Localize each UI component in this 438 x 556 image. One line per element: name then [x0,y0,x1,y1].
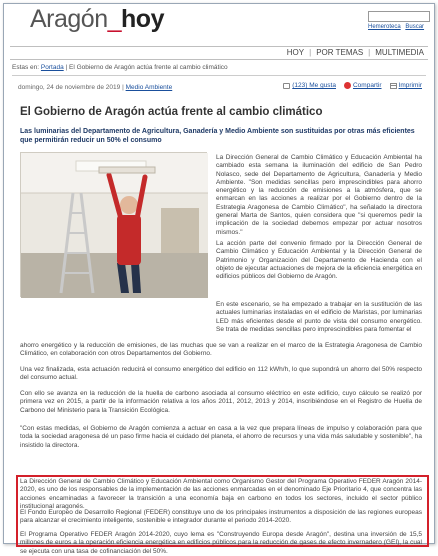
article-tools [283,82,422,89]
paragraph-8: El Fondo Europeo de Desarrollo Regional (FEDER) constituye uno de los principales instrumentos a disposición de las regiones europeas para alcanzar el crecimiento inteligente, sostenible e integrador durante el periodo 2014-2020. [20,509,422,525]
article-photo [20,152,207,297]
breadcrumb-home[interactable]: Portada [40,64,64,71]
nav-hoy[interactable]: HOY [286,48,305,57]
breadcrumb-prefix: Estas en: [12,64,40,71]
category-link[interactable]: Medio Ambiente [125,84,173,91]
divider [12,75,426,76]
logo-underscore: _ [107,5,122,33]
print-button[interactable]: Imprimir [390,82,422,89]
thumbs-up-icon [283,83,290,89]
site-header [4,4,434,46]
paragraph-4: Una vez finalizada, esta actuación reducirá el consumo energético del edificio en 112 kWh/h, lo que supondrá un ahorro del 50% respecto del consumo actual. [20,366,422,382]
logo-text-aragon: Aragón [30,5,108,33]
paragraph-3-cont: ahorro energético y la reducción de emisiones, de las muchas que se van a realizar en el marco de la Estrategia Aragonesa de Cambio Climático, en colaboración con otros Departamentos del Gobierno. [20,342,422,358]
paragraph-1: La Dirección General de Cambio Climático y Educación Ambiental ha cambiado esta semana la iluminación del edificio de San Pedro Nolasco, sede del Departamento de Agricultura, Ganadería y Medio Ambiente. "Son medidas sencillas pero imprescindibles para ahorro energético y la reducción de emisiones a la atmósfera, que se enmarcan en las acciones a realizar por el Gobierno dentro de la Estrategia Aragonesa de Cambio Climático", ha señalado la directora general Marta de Santos, quien considera que "si queremos pedir la implicación de la sociedad debemos empezar por actuar nosotros mismos." [216,154,422,236]
paragraph-2: La acción parte del convenio firmado por la Dirección General de Cambio Climático y Educación Ambiental y la Dirección General de Patrimonio y Organización del Departamento de Hacienda con el objeto de ejecutar actuaciones de mejora de la eficiencia energética en edificios públicos del Gobierno de Aragón. [216,240,422,281]
article-title: El Gobierno de Aragón actúa frente al cambio climático [20,106,323,118]
page-frame [3,3,435,555]
article-meta [12,82,426,96]
header-links [368,24,427,30]
highlight-box [16,475,429,547]
link-buscar[interactable]: Buscar [405,24,425,30]
print-icon [390,83,397,89]
article-date: domingo, 24 de noviembre de 2019 [18,84,121,91]
like-button[interactable]: (123) Me gusta [283,82,336,89]
nav-por-temas[interactable]: POR TEMAS [316,48,364,57]
search-input[interactable] [368,11,430,22]
logo-text-hoy: hoy [121,5,164,33]
breadcrumb [12,64,426,71]
breadcrumb-current: El Gobierno de Aragón actúa frente al cambio climático [69,64,228,71]
paragraph-5: Con ello se avanza en la reducción de la huella de carbono asociada al consumo eléctrico en este edificio, cuyo cálculo se realizó por primera vez en 2015, a partir de la información relativa a los años 2011, 2012, 2013 y 2014, inscribiéndose en el Registro de Huella de Carbono del Ministerio para la Transición Ecológica. [20,390,422,414]
article-lead: Las luminarias del Departamento de Agricultura, Ganadería y Medio Ambiente son sustituidas por otras más eficientes que permitirán reducir un 50% el consumo [20,128,415,144]
site-logo[interactable] [30,5,164,34]
paragraph-7: La Dirección General de Cambio Climático y Educación Ambiental como Organismo Gestor del Programa Operativo FEDER Aragón 2014-2020, es uno de los responsables de la implementación de las acciones enmarcadas en el denominado Eje Prioritario 4, que concentra las acciones encaminadas a favorecer la transición a una economía baja en carbono en todos los sectores, incluido el sector público institucional aragonés. [20,478,422,510]
share-icon [344,82,351,89]
nav-separator: | [368,48,371,57]
paragraph-3: En este escenario, se ha empezado a trabajar en la sustitución de las actuales luminarias instaladas en el edificio de Maristas, por luminarias LED más eficientes desde el punto de vista del consumo energético. Se trata de medidas sencillas pero imprescindibles para fomentar el [216,301,422,333]
meta-separator: | [122,84,124,91]
main-navbar [10,46,428,60]
paragraph-6: "Con estas medidas, el Gobierno de Aragón comienza a actuar en casa a la vez que prepara líneas de impulso y colaboración para que toda la sociedad aragonesa dé un paso firme hacia el cuidado del planeta, el ahorro de recursos y una vida más saludable y sostenible", ha insistido la directora. [20,425,422,449]
nav-separator: | [309,48,312,57]
breadcrumb-separator: | [65,64,68,71]
link-hemeroteca[interactable]: Hemeroteca [368,24,401,30]
nav-multimedia[interactable]: MULTIMEDIA [375,48,424,57]
share-button[interactable]: Compartir [344,82,382,89]
paragraph-9: El Programa Operativo FEDER Aragón 2014-2020, cuyo lema es "Construyendo Europa desde Aragón", destina una inversión de 15,5 millones de euros a la operación eficiencia energética en edificios públicos para la reducción de gases de efecto invernadero (GEI), la cual se ejecuta con una tasa de cofinanciación del 50%. [20,531,422,555]
